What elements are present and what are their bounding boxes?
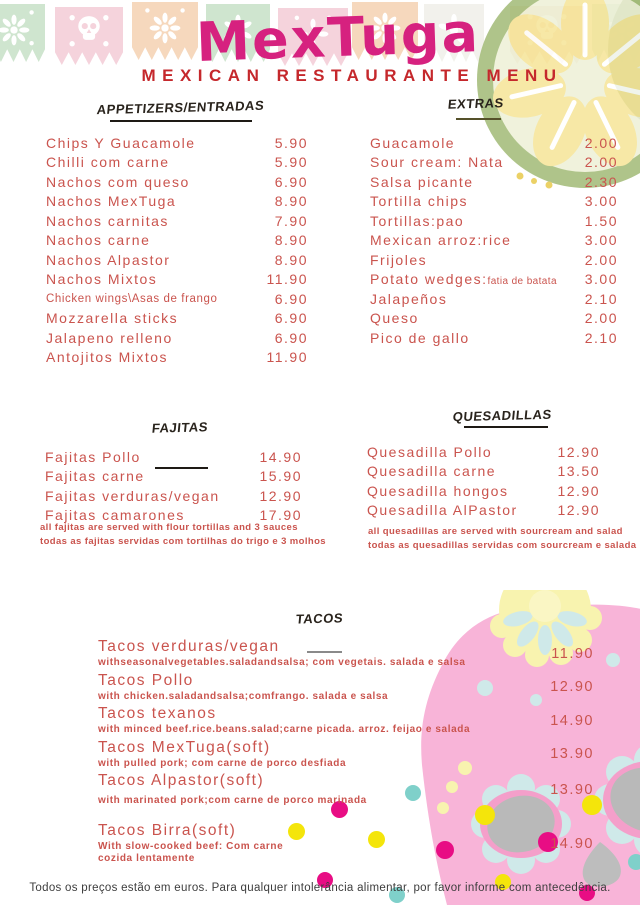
section-title-appetizers: APPETIZERS/ENTRADAS: [95, 97, 265, 118]
menu-item: Fajitas Pollo 14.90: [45, 448, 302, 465]
menu-item: Chicken wings\Asas de frango 6.90: [46, 290, 308, 307]
menu-item: Fajitas camarones 17.90: [45, 507, 302, 524]
menu-item: Tortillas:pao 1.50: [370, 212, 618, 229]
menu-item: Chips Y Guacamole 5.90: [46, 134, 308, 151]
menu-item: Mozzarella sticks 6.90: [46, 310, 308, 327]
menu-item: Nachos Alpastor 8.90: [46, 251, 308, 268]
menu-item: Nachos MexTuga 8.90: [46, 193, 308, 210]
menu-item: Queso 2.00: [370, 310, 618, 327]
menu-item: Tortilla chips 3.00: [370, 193, 618, 210]
menu-item: Pico de gallo 2.10: [370, 329, 618, 346]
menu-item: Chilli com carne 5.90: [46, 154, 308, 171]
menu-item: Antojitos Mixtos 11.90: [46, 349, 308, 366]
quesadillas-note: all quesadillas are served with sourcream and salad todas as quesadillas servidas com sourcream e salada: [368, 526, 637, 551]
page-subtitle: MEXICAN RESTAURANTE MENU: [141, 66, 563, 85]
menu-item: Mexican arroz:rice 3.00: [370, 232, 618, 249]
extras-underline: [456, 118, 501, 120]
menu-item: Tacos texanos with minced beef.rice.beans.salad;carne picada. arroz. feijao e salada 14.90: [98, 705, 594, 735]
menu-item: Tacos verduras/vegan withseasonalvegetables.saladandsalsa; com vegetais. salada e salsa 11.90: [98, 638, 594, 668]
section-title-fajitas: FAJITAS: [151, 419, 209, 436]
footer-note: Todos os preços estão em euros. Para qualquer intolerância alimentar, por favor informe com antecedência.: [29, 882, 611, 894]
menu-item: Potato wedges:fatia de batata 3.00: [370, 271, 618, 288]
menu-item: Frijoles 2.00: [370, 251, 618, 268]
menu-item: Fajitas verduras/vegan 12.90: [45, 487, 302, 504]
menu-item: Salsa picante 2.30: [370, 173, 618, 190]
menu-item: Quesadilla AlPastor 12.90: [367, 502, 600, 519]
menu-item: Tacos Alpastor(soft) with marinated pork;com carne de porco marinada 13.90: [98, 772, 594, 806]
menu-item: Fajitas carne 15.90: [45, 468, 302, 485]
page-title: MexTuga: [195, 1, 481, 74]
section-title-tacos: TACOS: [295, 610, 345, 627]
quesadillas-underline: [464, 426, 548, 428]
menu-item: Quesadilla Pollo 12.90: [367, 443, 600, 460]
confetti-dot: [628, 854, 640, 870]
appetizers-list: [46, 133, 308, 367]
menu-item: Quesadilla hongos 12.90: [367, 482, 600, 499]
appetizers-underline: [110, 120, 252, 122]
menu-item: Nachos carne 8.90: [46, 232, 308, 249]
menu-item: Tacos Birra(soft) With slow-cooked beef: Com carne cozida lentamente 14.90: [98, 821, 594, 864]
quesadillas-list: [367, 442, 600, 520]
menu-item: Quesadilla carne 13.50: [367, 463, 600, 480]
tacos-list: [98, 638, 594, 868]
menu-item: Sour cream: Nata 2.00: [370, 154, 618, 171]
menu-item: Tacos Pollo with chicken.saladandsalsa;comfrango. salada e salsa 12.90: [98, 671, 594, 702]
menu-item: Jalapeños 2.10: [370, 290, 618, 307]
menu-item: Nachos carnitas 7.90: [46, 212, 308, 229]
section-title-extras: EXTRAS: [447, 95, 505, 112]
menu-item: Nachos Mixtos 11.90: [46, 271, 308, 288]
menu-item: Jalapeno relleno 6.90: [46, 329, 308, 346]
menu-item: Guacamole 2.00: [370, 134, 618, 151]
menu-item: Nachos com queso 6.90: [46, 173, 308, 190]
fajitas-list: [45, 447, 302, 525]
section-title-quesadillas: QUESADILLAS: [451, 406, 553, 425]
fajitas-note: all fajitas are served with flour tortillas and 3 sauces todas as fajitas servidas com tortilhas do trigo e 3 molhos: [40, 522, 326, 547]
extras-list: [370, 133, 618, 348]
menu-item: Tacos MexTuga(soft) with pulled pork; com carne de porco desfiada 13.90: [98, 738, 594, 769]
